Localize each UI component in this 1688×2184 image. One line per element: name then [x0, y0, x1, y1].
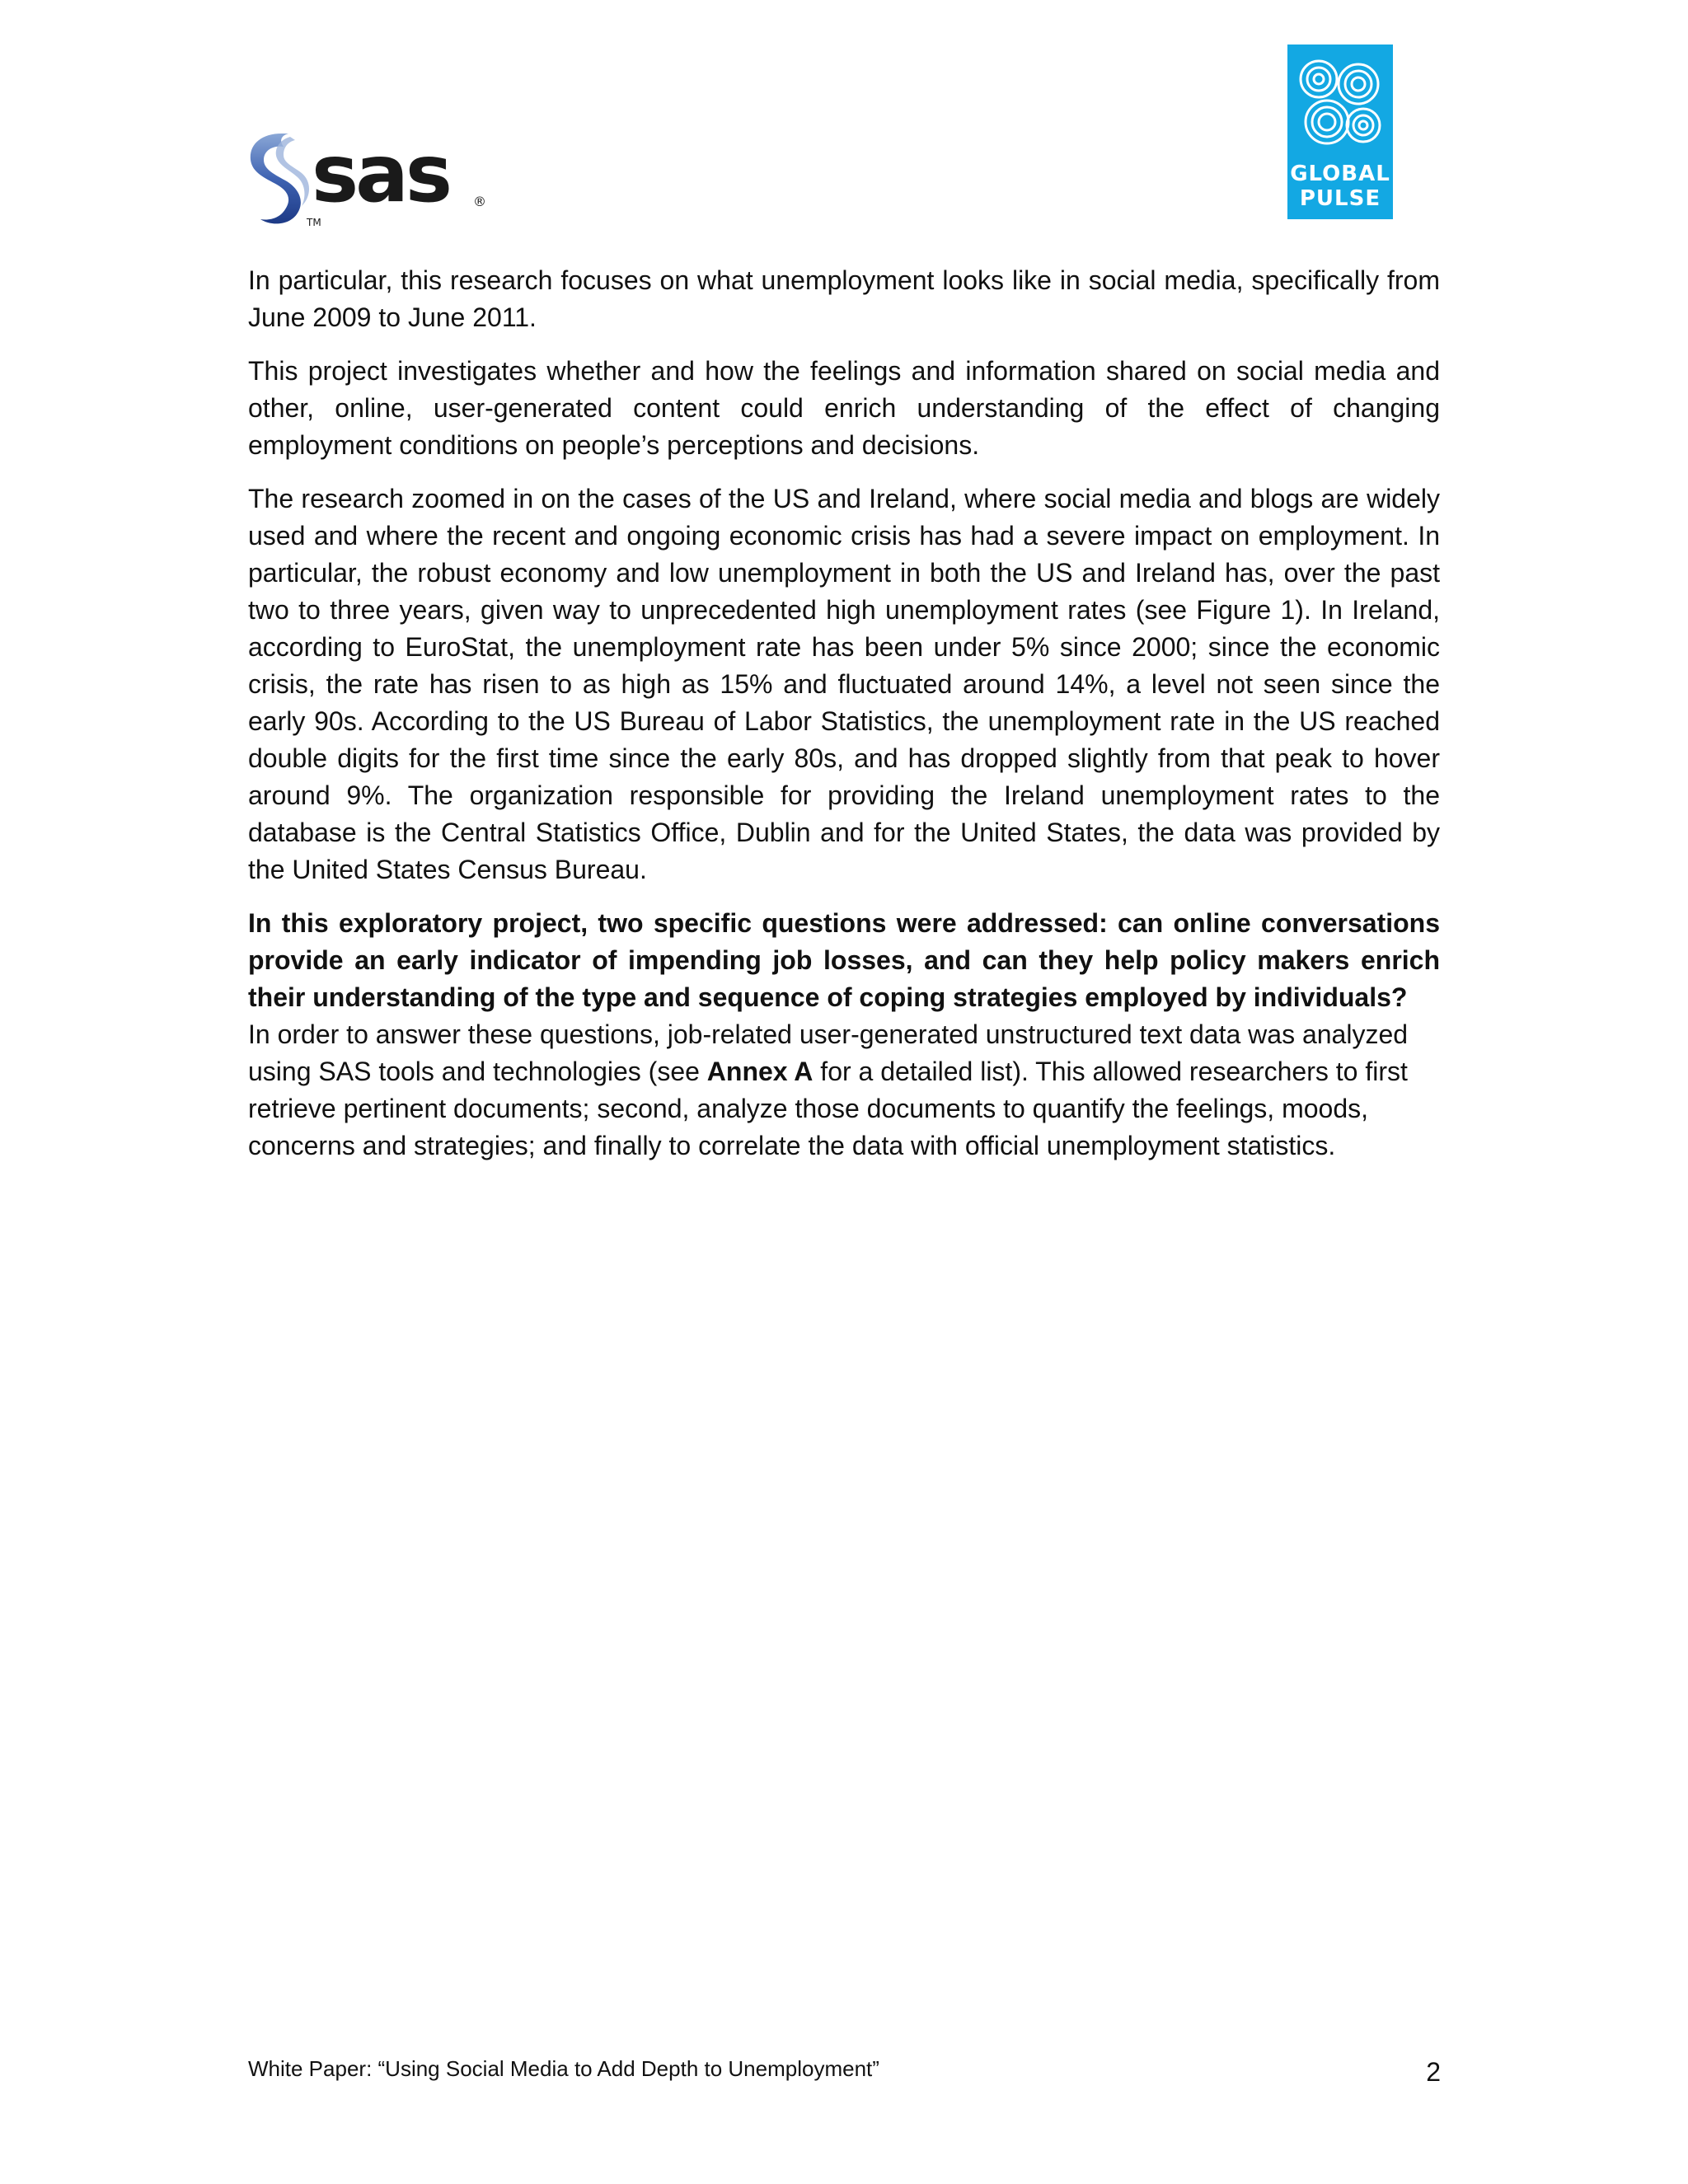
- paragraph-research-questions: In this exploratory project, two specific questions were addressed: can online conversations provide an early indicator of impending job losses, and can they help policy makers enrich their understanding of the type and sequence of coping strategies employed by individuals?: [248, 908, 1440, 1012]
- sas-wordmark: sas: [312, 130, 450, 220]
- global-pulse-line2: PULSE: [1299, 186, 1381, 211]
- registered-symbol: ®: [473, 194, 486, 209]
- sas-logo-icon: [246, 130, 493, 232]
- paragraph-methodology: [248, 1016, 1440, 1165]
- global-pulse-rings-icon: [1294, 54, 1386, 152]
- sas-logo: [246, 130, 493, 232]
- page-number: 2: [1426, 2057, 1441, 2087]
- annex-a-reference: Annex A: [706, 1057, 814, 1086]
- footer-document-title: White Paper: “Using Social Media to Add Depth to Unemployment”: [248, 2056, 879, 2081]
- global-pulse-logo: [1287, 45, 1393, 219]
- methodology-text-start: In order to answer these questions, job-related user-generated unstructured text data was analyzed using SAS tools and technologies (see: [248, 1019, 1409, 1086]
- paragraph-scope: In particular, this research focuses on what unemployment looks like in social media, specifically from June 2009 to June 2011.: [248, 265, 1440, 332]
- paragraph-project-goal: This project investigates whether and how the feelings and information shared on social media and other, online, user-generated content could enrich understanding of the effect of changing employment conditions on people’s perceptions and decisions.: [248, 356, 1440, 460]
- methodology-text-end: for a detailed list). This allowed researchers to first retrieve pertinent documents; second, analyze those documents to quantify the feelings, moods, concerns and strategies; and finally to correlate the data with official unemployment statistics.: [248, 1057, 1408, 1160]
- global-pulse-line1: GLOBAL: [1290, 162, 1390, 186]
- trademark-symbol: TM: [307, 217, 321, 228]
- paragraph-research-context: The research zoomed in on the cases of the US and Ireland, where social media and blogs are widely used and where the recent and ongoing economic crisis has had a severe impact on employment. In particular, the robust economy and low unemployment in both the US and Ireland has, over the past two to three years, given way to unprecedented high unemployment rates (see Figure 1). In Ireland, according to EuroStat, the unemployment rate has been under 5% since 2000; since the economic crisis, the rate has risen to as high as 15% and fluctuated around 14%, a level not seen since the early 90s. According to the US Bureau of Labor Statistics, the unemployment rate in the US reached double digits for the first time since the early 80s, and has dropped slightly from that peak to hover around 9%. The organization responsible for providing the Ireland unemployment rates to the database is the Central Statistics Office, Dublin and for the United States, the data was provided by the United States Census Bureau.: [248, 484, 1440, 884]
- document-body: [248, 262, 1440, 1181]
